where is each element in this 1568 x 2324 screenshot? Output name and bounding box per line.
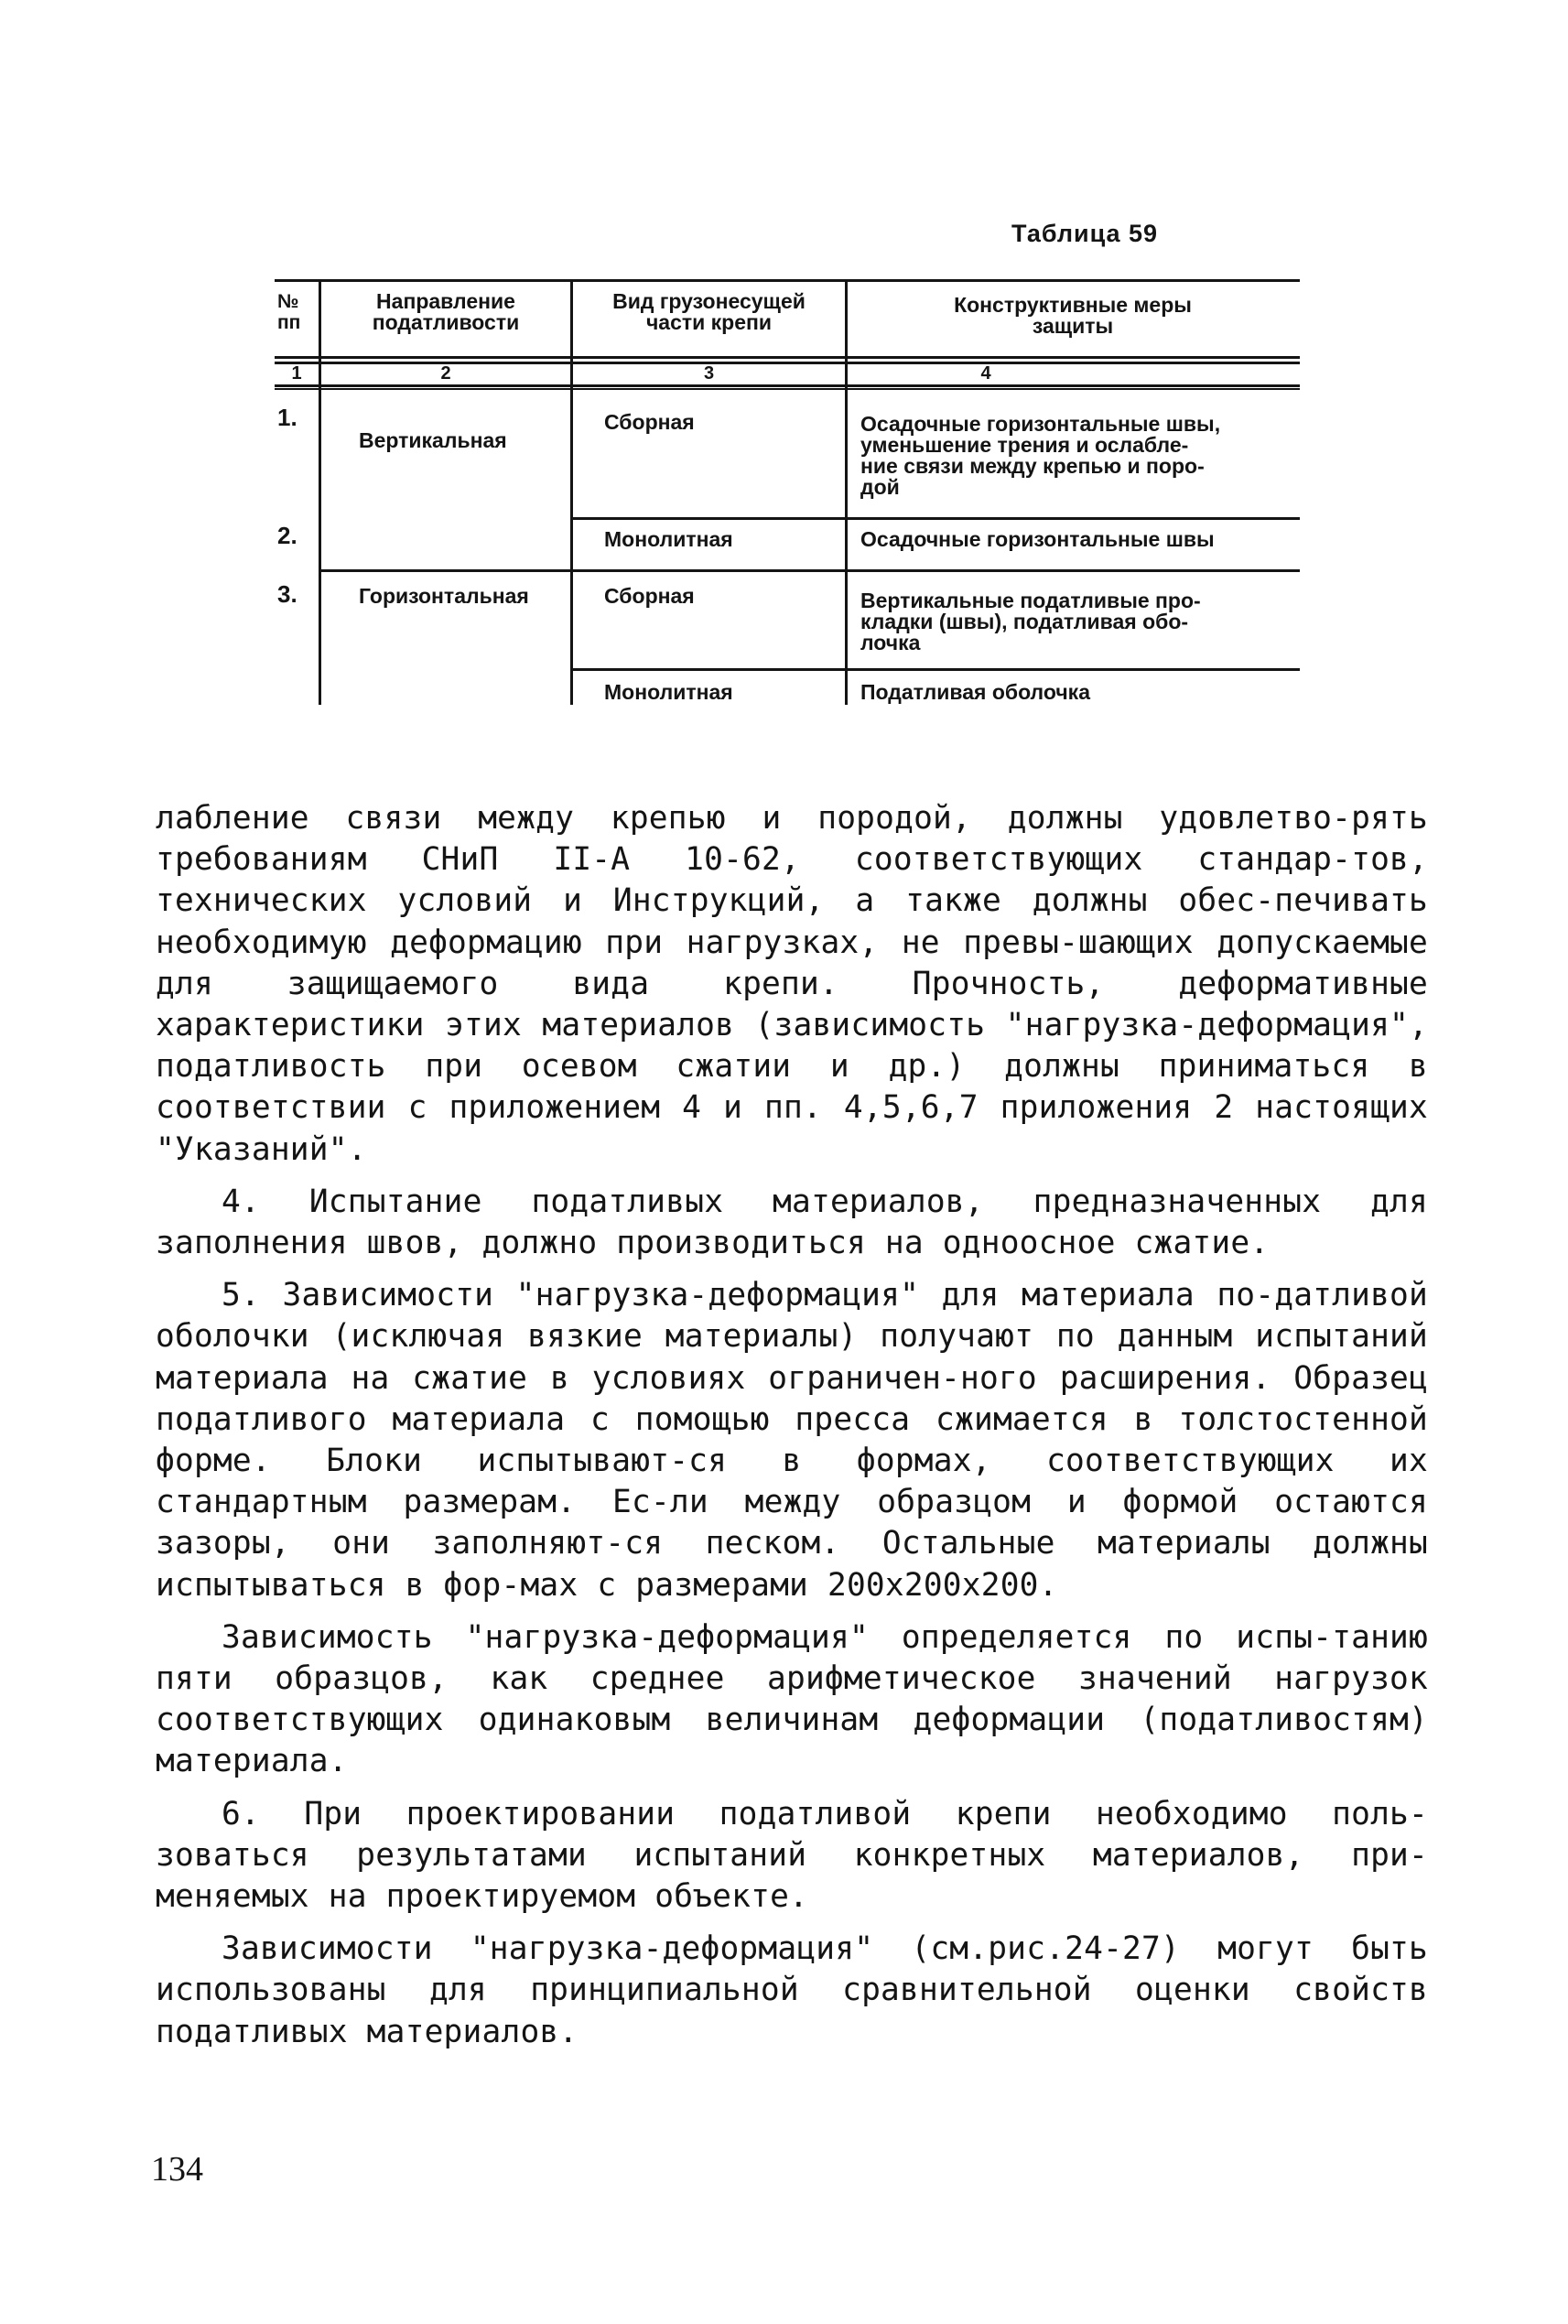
table-body-top (275, 388, 1300, 390)
colnum-1: 1 (291, 363, 302, 384)
paragraph-item-4: 4. Испытание податливых материалов, предназначенных для заполнения швов, должно производиться на одноосное сжатие. (156, 1183, 1428, 1262)
header-direction: Направление податливости (372, 289, 520, 334)
paragraph-item-5: 5. Зависимости "нагрузка-деформация" для материала по-датливой оболочки (исключая вязкие материалы) получают по данным испытаний материала на сжатие в условиях ограничен-ного расширения. Образец податливого материала с помощью пресса сжимается в толстостенной форме. Блоки испытывают-ся в формах, соответствующих их стандартным размерам. Ес-ли между образцом и формой остаются зазоры, они заполняют-ся песком. Остальные материалы должны испытываться в фор-мах с размерами 200х200х200. (156, 1277, 1428, 1604)
header-num: № пп (277, 291, 301, 333)
row3-type: Сборная (604, 584, 695, 608)
colnum-3: 3 (703, 363, 715, 384)
row2-num: 2. (277, 522, 297, 549)
paragraph-continuation: лабление связи между крепью и породой, должны удовлетво-рять требованиям СНиП II-А 10-62, соответствующих стандар-тов, технических условий и Инструкций, а также должны обес-печивать необходимую деформацию при нагрузках, не превы-шающих допускаемые для защищаемого вида крепи. Прочность, деформативные характеристики этих материалов (зависимость "нагрузка-деформация", податливость при осевом сжатии и др.) должны приниматься в соответствии с приложением 4 и пп. 4,5,6,7 приложения 2 настоящих "Указаний". (156, 800, 1428, 1168)
col-divider-2 (570, 279, 573, 705)
row2-type: Монолитная (604, 527, 733, 551)
header-measures: Конструктивные меры защиты (954, 293, 1192, 338)
col-divider-1 (319, 279, 321, 705)
body-text (156, 798, 1428, 2053)
table-colnum-bottom (275, 384, 1300, 387)
col-divider-3 (845, 279, 848, 705)
table-header-divider (275, 356, 1300, 359)
paragraph-figures: Зависимости "нагрузка-деформация" (см.рис.24-27) могут быть использованы для принципиальной сравнительной оценки свойств податливых материалов. (156, 1930, 1428, 2050)
row-divider-1 (572, 517, 1300, 520)
header-type: Вид грузонесущей части крепи (612, 289, 806, 334)
row3-measures: Вертикальные податливые про- кладки (швы), податливая обо- лочка (860, 589, 1201, 654)
page-number: 134 (151, 2150, 203, 2189)
row-divider-2 (320, 569, 1300, 572)
row1-measures: Осадочные горизонтальные швы, уменьшение трения и ослабле- ние связи между крепью и поро- дой (860, 412, 1221, 499)
row4-measures: Податливая оболочка (860, 680, 1090, 704)
paragraph-item-6: 6. При проектировании податливой крепи необходимо поль-зоваться результатами испытаний конкретных материалов, при-меняемых на проектируемом объекте. (156, 1795, 1428, 1916)
row1-num: 1. (277, 404, 297, 431)
table-caption: Таблица 59 (1011, 220, 1159, 247)
row1-direction: Вертикальная (359, 428, 507, 452)
row-divider-3 (572, 668, 1300, 671)
row4-type: Монолитная (604, 680, 733, 704)
colnum-4: 4 (980, 363, 991, 384)
paragraph-dependence: Зависимость "нагрузка-деформация" определяется по испы-танию пяти образцов, как среднее арифметическое значений нагрузок соответствующих одинаковым величинам деформации (податливостям) материала. (156, 1618, 1428, 1780)
table-top-border (275, 279, 1300, 282)
row1-type: Сборная (604, 410, 695, 434)
row3-direction: Горизонтальная (359, 584, 529, 608)
colnum-2: 2 (440, 363, 451, 384)
row2-measures: Осадочные горизонтальные швы (860, 527, 1215, 551)
row3-num: 3. (277, 580, 297, 608)
